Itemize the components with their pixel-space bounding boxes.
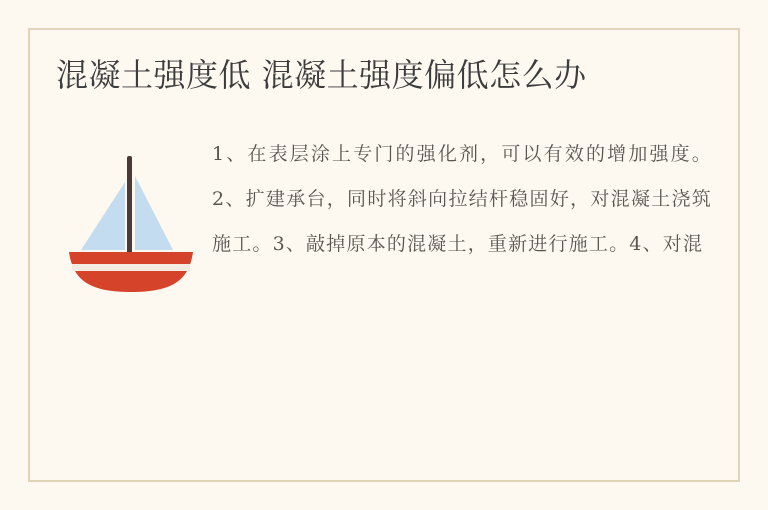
- sailboat-icon: [61, 146, 201, 296]
- article-paragraph: 1、在表层涂上专门的强化剂，可以有效的增加强度。2、扩建承台，同时将斜向拉结杆稳固好，对混凝土浇筑施工。3、敲掉原本的混凝土，重新进行施工。4、对混: [212, 143, 712, 255]
- article-content: [56, 52, 712, 470]
- sailboat-illustration: [56, 132, 206, 296]
- article-body-row: [56, 132, 712, 296]
- page-title: 混凝土强度低 混凝土强度偏低怎么办: [56, 56, 587, 94]
